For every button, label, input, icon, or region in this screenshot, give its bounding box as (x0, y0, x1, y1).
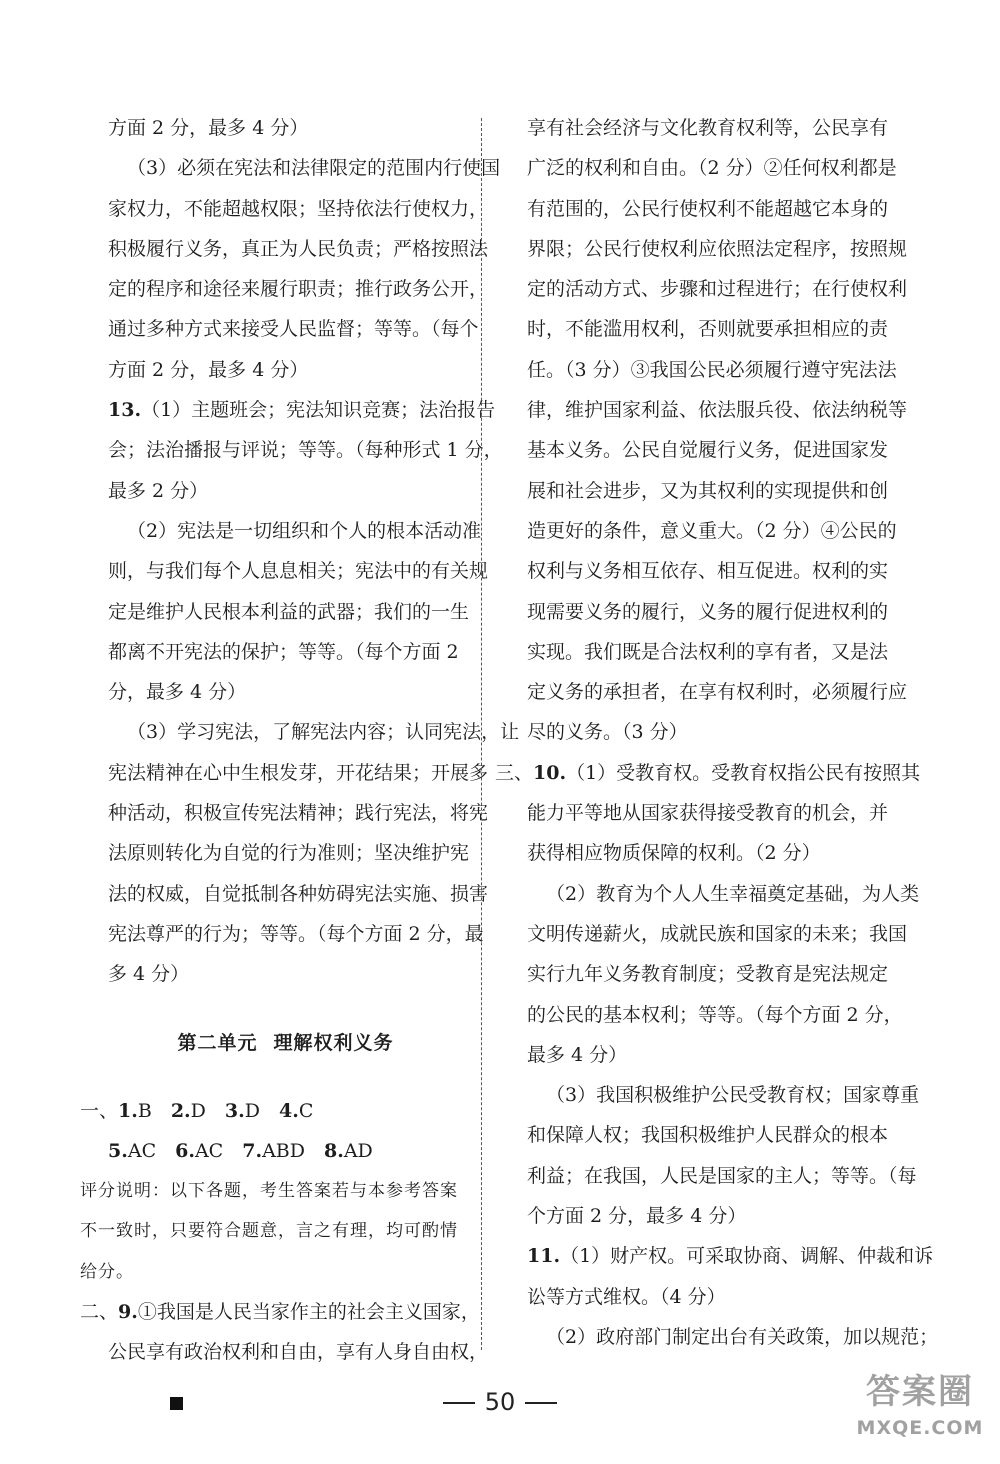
answer-line (527, 551, 889, 591)
answer-line (108, 793, 489, 833)
left-column (80, 108, 520, 1373)
answer-line (527, 148, 897, 188)
right-column (495, 108, 939, 1357)
answer-text: （3）我国积极维护公民受教育权；国家尊重 (546, 1084, 920, 1107)
question-number: 11. (527, 1245, 561, 1268)
answer-text: 法原则转化为自觉的行为准则；坚决维护宪 (108, 842, 470, 865)
answer-text: 方面 2 分，最多 4 分） (108, 117, 309, 139)
answer-line (108, 350, 463, 390)
answer-text: 积极履行义务，真正为人民负责；严格按照法 (108, 237, 489, 260)
mc-answer-row (80, 1091, 463, 1131)
answer-line (527, 471, 889, 511)
answer-line (108, 672, 463, 712)
section-title-name: 理解权利义务 (273, 1031, 394, 1054)
question-number: 10. (533, 761, 567, 784)
answer-line (108, 874, 489, 914)
mc-answer-row (108, 1131, 463, 1171)
mc-question-number: 8. (323, 1139, 344, 1162)
answer-text: 展和社会进步，又为其权利的实现提供和创 (527, 479, 889, 502)
answer-line (108, 753, 489, 793)
answer-line (108, 229, 489, 269)
section-prefix: 一、 (80, 1099, 119, 1122)
answer-text: 最多 2 分） (108, 479, 209, 502)
section-title-unit: 第二单元 (177, 1031, 258, 1054)
answer-line (108, 954, 463, 994)
section-prefix: 二、 (80, 1301, 119, 1324)
answer-text: 定的活动方式、步骤和过程进行；在行使权利 (527, 278, 908, 301)
mc-answer-value: AC (194, 1139, 224, 1162)
answer-text: （3）学习宪法，了解宪法内容；认同宪法，让 (127, 721, 520, 744)
answer-line (108, 712, 520, 752)
answer-text: 实行九年义务教育制度；受教育是宪法规定 (527, 963, 889, 986)
answer-line (527, 350, 897, 390)
answer-text: 通过多种方式来接受人民监督；等等。（每个 (108, 318, 479, 341)
answer-line (527, 269, 908, 309)
answer-text: 利益；在我国，人民是国家的主人；等等。（每 (527, 1164, 917, 1187)
answer-line (108, 430, 503, 470)
answer-line (527, 390, 908, 430)
scoring-note-line: 评分说明：以下各题，考生答案若与本参考答案 (80, 1181, 458, 1202)
answer-line: 公民享有政治权利和自由，享有人身自由权， (108, 1341, 489, 1364)
answer-line (527, 229, 908, 269)
answer-line (527, 874, 920, 914)
mc-question-number: 2. (170, 1099, 191, 1122)
column-divider (481, 118, 482, 1350)
watermark-logo-text: 答案圈 (866, 1372, 974, 1412)
answer-text: 尽的义务。（3 分） (527, 721, 688, 744)
answer-text: 种活动，积极宣传宪法精神；践行宪法，将宪 (108, 802, 489, 825)
answer-line (108, 632, 463, 672)
answer-text: 现需要义务的履行，义务的履行促进权利的 (527, 600, 889, 623)
answer-line (527, 1317, 939, 1357)
mc-question-number: 4. (278, 1099, 299, 1122)
answer-text: 方面 2 分，最多 4 分） (108, 358, 309, 381)
mc-answer-value: AC (127, 1139, 157, 1162)
answer-text: 会；法治播报与评说；等等。（每种形式 1 分， (108, 439, 503, 462)
answer-line (80, 1292, 480, 1332)
section-title (108, 995, 463, 1091)
answer-text: 分，最多 4 分） (108, 681, 247, 704)
answer-line (527, 954, 889, 994)
answer-line (527, 592, 889, 632)
answer-text: 讼等方式维权。（4 分） (527, 1285, 726, 1308)
answer-line (527, 632, 889, 672)
answer-line (108, 471, 463, 511)
mc-question-number: 7. (242, 1139, 263, 1162)
answer-text: 家权力，不能超越权限；坚持依法行使权力， (108, 197, 489, 220)
question-number: 13. (108, 399, 142, 422)
answer-text: （1）受教育权。受教育权指公民有按照其 (566, 761, 921, 784)
answer-line (527, 1115, 889, 1155)
answer-line (527, 1196, 879, 1236)
mc-answer-value: C (298, 1099, 314, 1122)
mc-question-number: 5. (108, 1139, 128, 1162)
answer-line (527, 712, 879, 752)
answer-text: （2）政府部门制定出台有关政策，加以规范； (546, 1325, 939, 1348)
answer-line (527, 1277, 879, 1317)
answer-line (527, 108, 889, 148)
answer-line (108, 551, 489, 591)
answer-text: 多 4 分） (108, 963, 190, 986)
answer-line (108, 390, 496, 430)
mc-question-number: 6. (175, 1139, 195, 1162)
answer-line (527, 189, 889, 229)
answer-text: 定义务的承担者，在享有权利时，必须履行应 (527, 681, 908, 704)
answer-line (108, 833, 470, 873)
answer-text: 定是维护人民根本利益的武器；我们的一生 (108, 600, 470, 623)
answer-text: 都离不开宪法的保护；等等。（每个方面 2 (108, 640, 459, 663)
answer-line (108, 148, 501, 188)
mc-question-number: 1. (118, 1099, 138, 1122)
mc-question-number: 3. (224, 1099, 245, 1122)
answer-text: 定的程序和途径来履行职责；推行政务公开， (108, 278, 489, 301)
answer-line (108, 309, 479, 349)
section-prefix: 三、 (495, 761, 534, 784)
watermark-logo (845, 1368, 995, 1460)
answer-text: 基本义务。公民自觉履行义务，促进国家发 (527, 439, 889, 462)
mc-answer-value: B (137, 1099, 152, 1122)
answer-line (108, 914, 484, 954)
mc-answer-value: ABD (262, 1139, 305, 1162)
answer-line (527, 511, 897, 551)
answer-text: 最多 4 分） (527, 1043, 628, 1066)
answer-line (527, 995, 903, 1035)
answer-text: 造更好的条件，意义重大。（2 分）④公民的 (527, 519, 897, 542)
answer-line (108, 592, 470, 632)
answer-line (108, 511, 482, 551)
answer-text: （1）财产权。可采取协商、调解、仲裁和诉 (560, 1245, 934, 1268)
answer-text: 有范围的，公民行使权利不能超越它本身的 (527, 197, 889, 220)
answer-text: 时，不能滥用权利，否则就要承担相应的责 (527, 318, 889, 341)
answer-text: 法的权威，自觉抵制各种妨碍宪法实施、损害 (108, 882, 489, 905)
answer-text: 权利与义务相互依存、相互促进。权利的实 (527, 560, 889, 583)
answer-line (527, 309, 889, 349)
scoring-note-line: 不一致时，只要符合题意，言之有理，均可酌情 (80, 1221, 458, 1242)
answer-text: 则，与我们每个人息息相关；宪法中的有关规 (108, 560, 489, 583)
mc-answer-value: D (190, 1099, 206, 1122)
answer-text: 宪法精神在心中生根发芽，开花结果；开展多 (108, 761, 489, 784)
question-number: 9. (118, 1301, 138, 1324)
page-number-text: 50 (484, 1388, 516, 1416)
answer-line (527, 914, 908, 954)
answer-line (527, 430, 889, 470)
mc-answer-value: D (244, 1099, 260, 1122)
answer-line (108, 108, 463, 148)
answer-line (527, 1236, 934, 1276)
answer-line (527, 1075, 920, 1115)
watermark-url: MXQE.COM (856, 1417, 984, 1439)
answer-text: ①我国是人民当家作主的社会主义国家， (137, 1301, 480, 1324)
answer-text: 和保障人权；我国积极维护人民群众的根本 (527, 1124, 889, 1147)
answer-line (108, 269, 489, 309)
answer-text: 获得相应物质保障的权利。（2 分） (527, 842, 821, 865)
answer-text: 能力平等地从国家获得接受教育的机会，并 (527, 802, 889, 825)
answer-text: 广泛的权利和自由。（2 分）②任何权利都是 (527, 157, 897, 180)
scoring-note-line: 给分。 (80, 1261, 134, 1282)
answer-text: 的公民的基本权利；等等。（每个方面 2 分， (527, 1003, 903, 1026)
answer-text: （1）主题班会；宪法知识竞赛；法治报告 (141, 399, 496, 422)
answer-text: （2）宪法是一切组织和个人的根本活动准 (127, 519, 482, 542)
answer-text: 实现。我们既是合法权利的享有者，又是法 (527, 640, 889, 663)
answer-text: 个方面 2 分，最多 4 分） (527, 1205, 747, 1228)
answer-text: 宪法尊严的行为；等等。（每个方面 2 分，最 (108, 922, 484, 945)
answer-text: 律，维护国家利益、依法服兵役、依法纳税等 (527, 399, 908, 422)
answer-line (495, 753, 921, 793)
answer-line (527, 1035, 879, 1075)
answer-text: 享有社会经济与文化教育权利等，公民享有 (527, 117, 889, 139)
mc-answer-value: AD (343, 1139, 373, 1162)
answer-line (527, 833, 879, 873)
answer-text: （3）必须在宪法和法律限定的范围内行使国 (127, 157, 501, 180)
answer-text: 任。（3 分）③我国公民必须履行遵守宪法法 (527, 358, 897, 381)
answer-line (108, 189, 489, 229)
answer-text: 界限；公民行使权利应依照法定程序，按照规 (527, 237, 908, 260)
answer-line (527, 793, 889, 833)
answer-text: （2）教育为个人人生幸福奠定基础，为人类 (546, 882, 920, 905)
answer-line (527, 672, 908, 712)
answer-text: 文明传递薪火，成就民族和国家的未来；我国 (527, 922, 908, 945)
answer-line (527, 1156, 917, 1196)
